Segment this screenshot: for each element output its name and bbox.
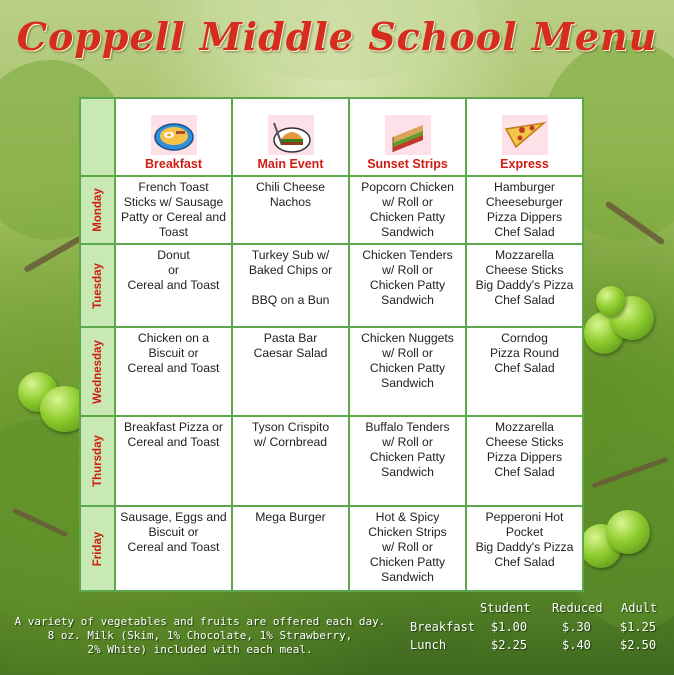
- price-row-label-lunch: Lunch: [410, 638, 447, 652]
- menu-cell: Corndog Pizza Round Chef Salad: [466, 327, 583, 416]
- menu-cell: Hamburger Cheeseburger Pizza Dippers Chef Salad: [466, 176, 583, 244]
- menu-table: [79, 97, 584, 592]
- menu-cell: Popcorn Chicken w/ Roll or Chicken Patty Sandwich: [349, 176, 466, 244]
- price-breakfast-reduced: $.30: [562, 620, 591, 634]
- nutrition-note: A variety of vegetables and fruits are offered each day. 8 oz. Milk (Skim, 1% Chocolate, 1% Strawberry, 2% White) included with each meal.: [14, 615, 386, 656]
- price-header-student: Student: [480, 601, 531, 615]
- corner-cell: [80, 98, 115, 176]
- menu-cell: Mozzarella Cheese Sticks Big Daddy's Pizza Chef Salad: [466, 244, 583, 327]
- day-label-friday: Friday: [80, 506, 115, 591]
- price-lunch-reduced: $.40: [562, 638, 591, 652]
- apple-icon: [596, 286, 626, 316]
- column-header-sunset-strips: Sunset Strips: [349, 98, 466, 176]
- menu-cell: Chicken Nuggets w/ Roll or Chicken Patty Sandwich: [349, 327, 466, 416]
- price-breakfast-student: $1.00: [491, 620, 528, 634]
- menu-cell: Pasta Bar Caesar Salad: [232, 327, 349, 416]
- menu-cell: Mega Burger: [232, 506, 349, 591]
- price-header-reduced: Reduced: [552, 601, 603, 615]
- menu-cell: Sausage, Eggs and Biscuit or Cereal and Toast: [115, 506, 232, 591]
- price-header-adult: Adult: [621, 601, 658, 615]
- menu-cell: Hot & Spicy Chicken Strips w/ Roll or Chicken Patty Sandwich: [349, 506, 466, 591]
- menu-cell: Chili Cheese Nachos: [232, 176, 349, 244]
- breakfast-plate-icon: [151, 115, 197, 155]
- menu-cell: Chicken on a Biscuit or Cereal and Toast: [115, 327, 232, 416]
- column-header-main-event: Main Event: [232, 98, 349, 176]
- price-breakfast-adult: $1.25: [620, 620, 657, 634]
- menu-cell: Tyson Crispito w/ Cornbread: [232, 416, 349, 506]
- price-lunch-student: $2.25: [491, 638, 528, 652]
- day-label-tuesday: Tuesday: [80, 244, 115, 327]
- menu-cell: French Toast Sticks w/ Sausage Patty or Cereal and Toast: [115, 176, 232, 244]
- column-header-express: Express: [466, 98, 583, 176]
- apple-icon: [606, 510, 650, 554]
- day-label-wednesday: Wednesday: [80, 327, 115, 416]
- page-title: Coppell Middle School Menu: [16, 14, 658, 59]
- menu-cell: Pepperoni Hot Pocket Big Daddy's Pizza Chef Salad: [466, 506, 583, 591]
- menu-cell: Breakfast Pizza or Cereal and Toast: [115, 416, 232, 506]
- menu-cell: Donut or Cereal and Toast: [115, 244, 232, 327]
- price-row-label-breakfast: Breakfast: [410, 620, 476, 634]
- burger-plate-icon: [268, 115, 314, 155]
- menu-cell: Chicken Tenders w/ Roll or Chicken Patty Sandwich: [349, 244, 466, 327]
- sandwich-icon: [385, 115, 431, 155]
- day-label-monday: Monday: [80, 176, 115, 244]
- menu-cell: Mozzarella Cheese Sticks Pizza Dippers Chef Salad: [466, 416, 583, 506]
- menu-cell: Buffalo Tenders w/ Roll or Chicken Patty Sandwich: [349, 416, 466, 506]
- day-label-thursday: Thursday: [80, 416, 115, 506]
- pizza-slice-icon: [502, 115, 548, 155]
- column-header-breakfast: Breakfast: [115, 98, 232, 176]
- price-lunch-adult: $2.50: [620, 638, 657, 652]
- menu-cell: Turkey Sub w/ Baked Chips or BBQ on a Bun: [232, 244, 349, 327]
